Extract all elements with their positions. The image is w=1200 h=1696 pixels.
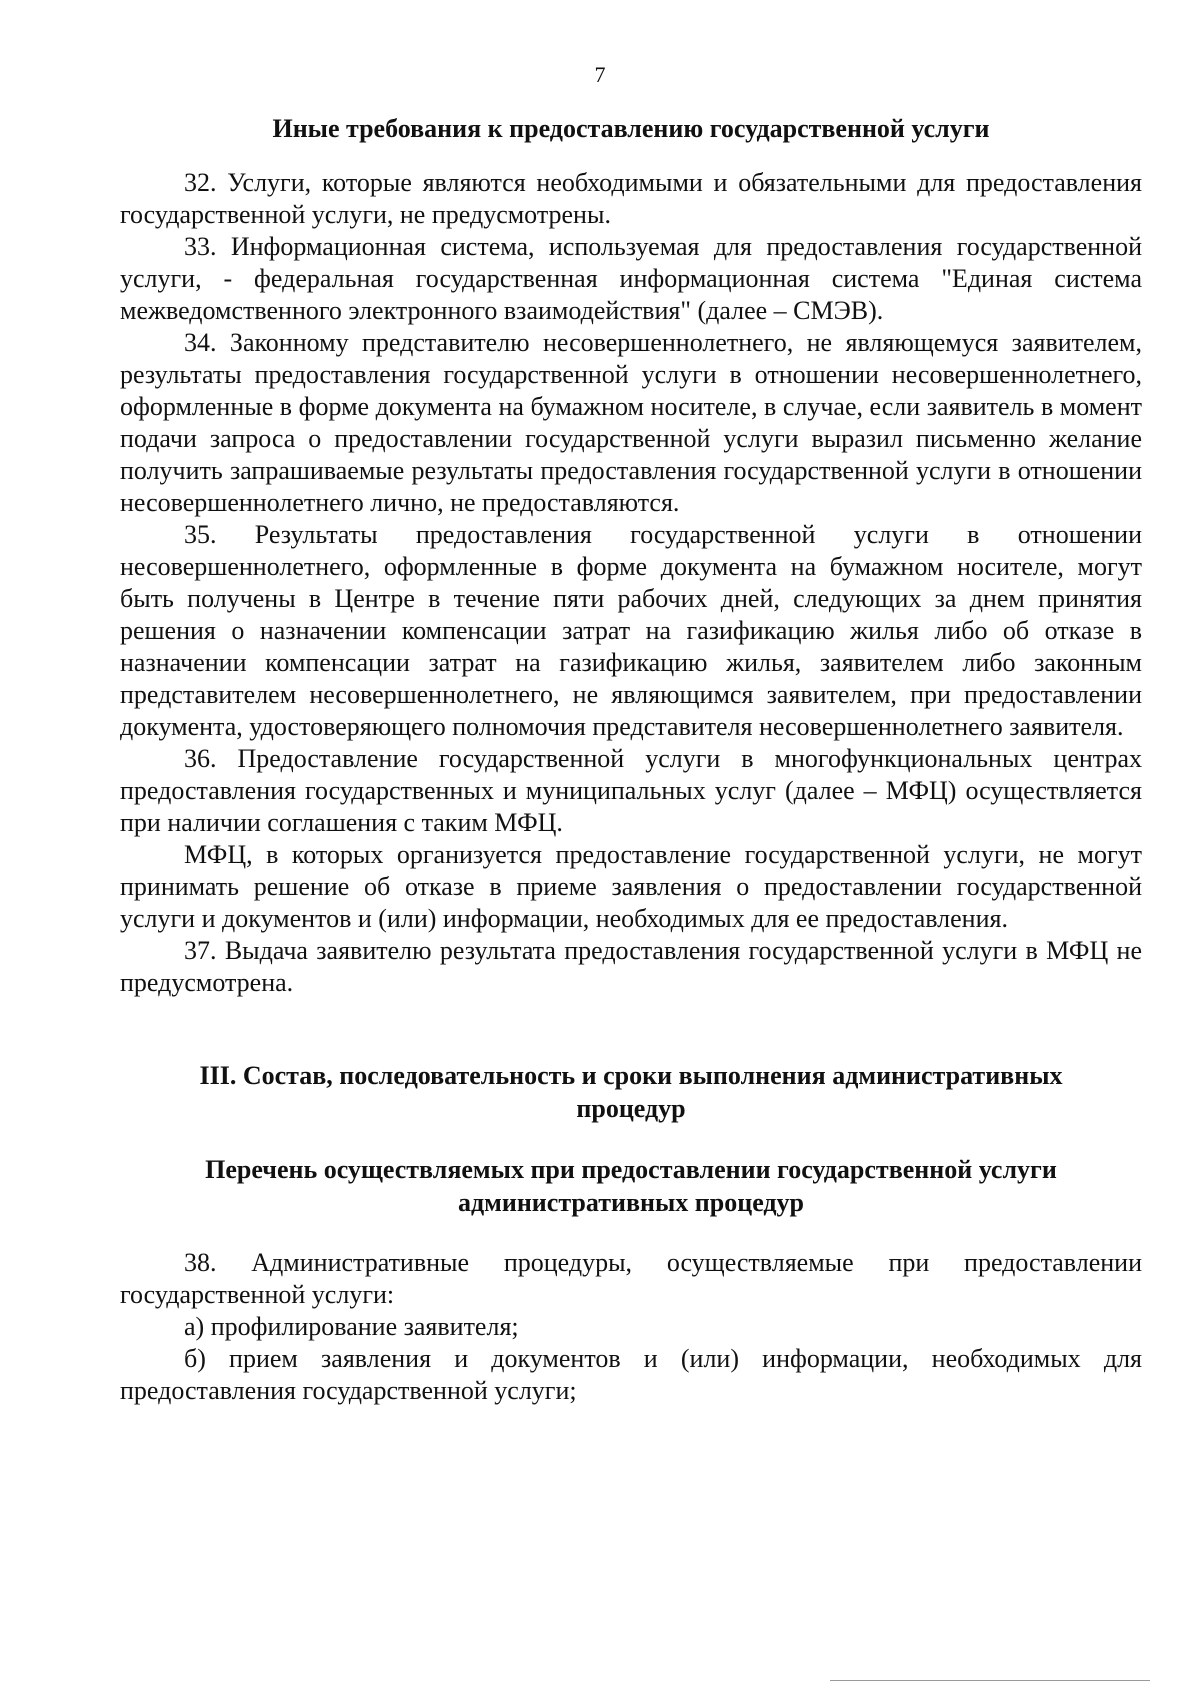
paragraph-32: 32. Услуги, которые являются необходимыми и обязательными для предоставления государственной услуги, не предусмотрены. bbox=[120, 168, 1142, 229]
list-item-b: б) прием заявления и документов и (или) информации, необходимых для предоставления государственной услуги; bbox=[120, 1344, 1142, 1405]
subsection-heading-line-1: Перечень осуществляемых при предоставлении государственной услуги bbox=[205, 1155, 1057, 1184]
paragraph-36: 36. Предоставление государственной услуги в многофункциональных центрах предоставления государственных и муниципальных услуг (далее – МФЦ) осуществляется при наличии соглашения с таким МФЦ. bbox=[120, 744, 1142, 837]
section-heading-iii bbox=[120, 1059, 1142, 1125]
section-heading-iii-line-2: процедур bbox=[576, 1094, 686, 1123]
document-body bbox=[120, 112, 1142, 1407]
paragraph-36-mfc: МФЦ, в которых организуется предоставление государственной услуги, не могут принимать решение об отказе в приеме заявления о предоставлении государственной услуги и документов и (или) информации, необходимых для ее предоставления. bbox=[120, 840, 1142, 933]
paragraph-35: 35. Результаты предоставления государственной услуги в отношении несовершеннолетнего, оформленные в форме документа на бумажном носителе, могут быть получены в Центре в течение пяти рабочих дней, следующих за днем принятия решения о назначении компенсации затрат на газификацию жилья либо об отказе в назначении компенсации затрат на газификацию жилья, заявителем либо законным представителем несовершеннолетнего, не являющимся заявителем, при предоставлении документа, удостоверяющего полномочия представителя несовершеннолетнего заявителя. bbox=[120, 520, 1142, 741]
section-heading-iii-line-1: III. Состав, последовательность и сроки выполнения административных bbox=[199, 1061, 1063, 1090]
paragraph-38: 38. Административные процедуры, осуществляемые при предоставлении государственной услуги: bbox=[120, 1248, 1142, 1309]
scan-artifact-divider bbox=[830, 1680, 1150, 1681]
paragraph-34: 34. Законному представителю несовершеннолетнего, не являющемуся заявителем, результаты предоставления государственной услуги в отношении несовершеннолетнего, оформленные в форме документа на бумажном носителе, в случае, если заявитель в момент подачи запроса о предоставлении государственной услуги выразил письменно желание получить запрашиваемые результаты предоставления государственной услуги в отношении несовершеннолетнего лично, не предоставляются. bbox=[120, 328, 1142, 517]
subsection-heading-procedures-list bbox=[120, 1153, 1142, 1219]
page-number: 7 bbox=[594, 62, 606, 87]
paragraph-37: 37. Выдача заявителю результата предоставления государственной услуги в МФЦ не предусмотрена. bbox=[120, 936, 1142, 997]
list-item-a: а) профилирование заявителя; bbox=[184, 1312, 519, 1341]
section-heading-other-requirements: Иные требования к предоставлению государственной услуги bbox=[272, 114, 990, 143]
subsection-heading-line-2: административных процедур bbox=[457, 1188, 805, 1217]
paragraph-33: 33. Информационная система, используемая для предоставления государственной услуги, - федеральная государственная информационная система "Единая система межведомственного электронного взаимодействия" (далее – СМЭВ). bbox=[120, 232, 1142, 325]
